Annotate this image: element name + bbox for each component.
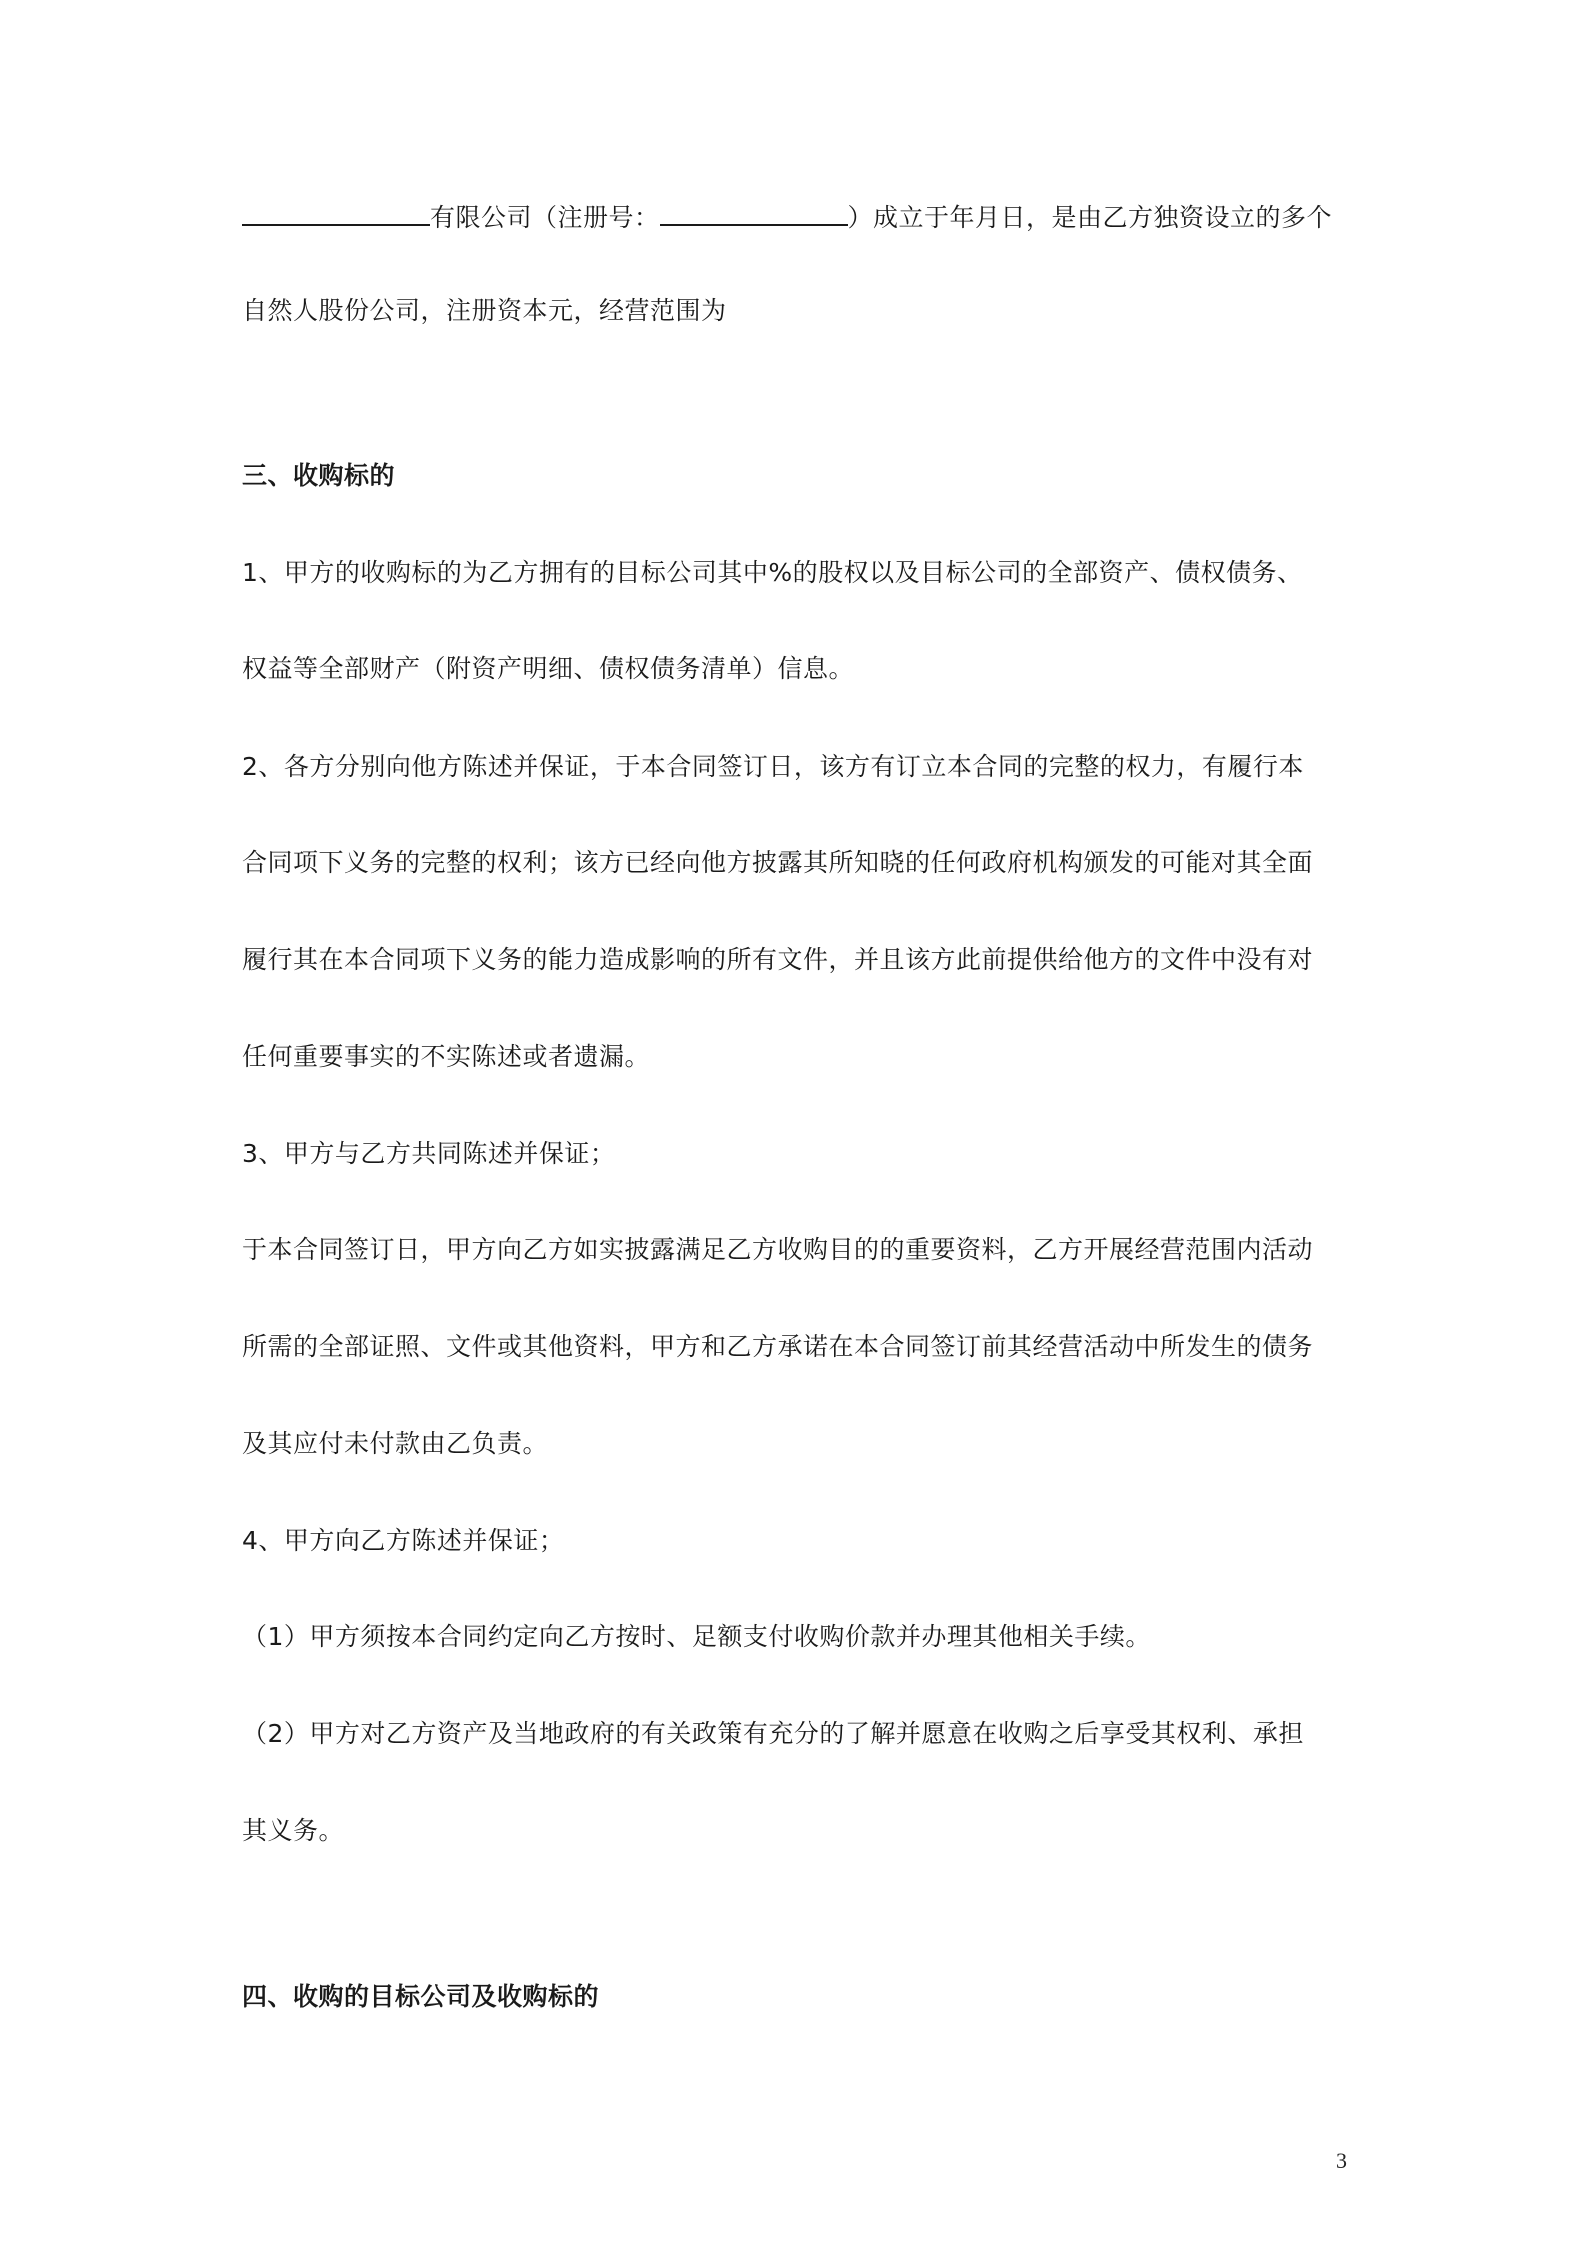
company-text-part-2: ）成立于年月日，是由乙方独资设立的多个 — [847, 203, 1333, 232]
section-3-item-2-line-2: 合同项下义务的完整的权利；该方已经向他方披露其所知晓的任何政府机构颁发的可能对其全面 — [242, 848, 1314, 877]
section-3-item-2-line-4: 任何重要事实的不实陈述或者遗漏。 — [242, 1042, 651, 1071]
registration-number-blank — [660, 200, 848, 226]
section-3-item-3-line-3: 所需的全部证照、文件或其他资料，甲方和乙方承诺在本合同签订前其经营活动中所发生的债务 — [242, 1332, 1314, 1361]
page-number: 3 — [1336, 2148, 1347, 2173]
section-3-item-4-sub-1: （1）甲方须按本合同约定向乙方按时、足额支付收购价款并办理其他相关手续。 — [242, 1622, 1151, 1651]
section-3-heading: 三、收购标的 — [242, 461, 396, 490]
section-3-item-4-line-1: 4、甲方向乙方陈述并保证； — [242, 1526, 565, 1555]
section-3-item-4-sub-2-line-2: 其义务。 — [242, 1816, 345, 1845]
section-4-heading: 四、收购的目标公司及收购标的 — [242, 1982, 600, 2011]
section-3-item-2-line-3: 履行其在本合同项下义务的能力造成影响的所有文件，并且该方此前提供给他方的文件中没有对 — [242, 945, 1314, 974]
section-3-item-2-line-1: 2、各方分别向他方陈述并保证，于本合同签订日，该方有订立本合同的完整的权力，有履行本 — [242, 752, 1304, 781]
section-3-item-3-line-1: 3、甲方与乙方共同陈述并保证； — [242, 1139, 616, 1168]
section-3-item-1-line-2: 权益等全部财产（附资产明细、债权债务清单）信息。 — [242, 654, 855, 683]
section-3-item-1-line-1: 1、甲方的收购标的为乙方拥有的目标公司其中%的股权以及目标公司的全部资产、债权债务、 — [242, 558, 1303, 587]
section-3-item-3-line-2: 于本合同签订日，甲方向乙方如实披露满足乙方收购目的的重要资料，乙方开展经营范围内活动 — [242, 1235, 1314, 1264]
company-text-part-1: 有限公司（注册号： — [430, 203, 660, 232]
company-paragraph-line-1 — [242, 200, 1362, 235]
company-paragraph-line-2: 自然人股份公司，注册资本元，经营范围为 — [242, 296, 727, 325]
section-3-item-4-sub-2-line-1: （2）甲方对乙方资产及当地政府的有关政策有充分的了解并愿意在收购之后享受其权利、承担 — [242, 1719, 1304, 1748]
company-name-blank — [242, 200, 430, 226]
section-3-item-3-line-4: 及其应付未付款由乙负责。 — [242, 1429, 549, 1458]
